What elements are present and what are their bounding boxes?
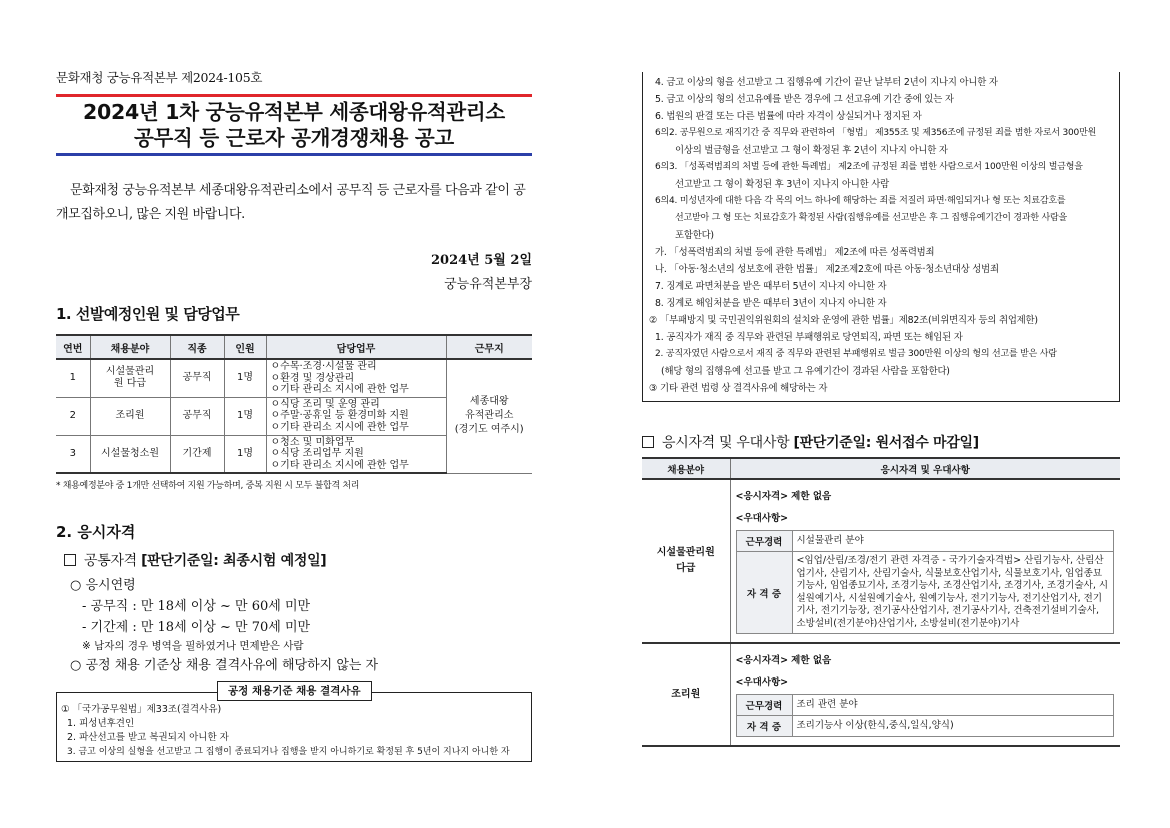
col-header: 인원 xyxy=(224,335,266,359)
qualification-heading xyxy=(642,432,1120,452)
table-row xyxy=(642,479,1120,643)
col-header: 채용분야 xyxy=(90,335,170,359)
disq-line: 이상의 벌금형을 선고받고 그 형이 확정된 후 2년이 지나지 아니한 자 xyxy=(675,145,948,156)
table-row xyxy=(736,695,1114,716)
table-row xyxy=(56,359,532,397)
announcement-date: 2024년 5월 2일 xyxy=(431,253,532,268)
workplace-cell xyxy=(446,359,532,473)
section2-heading: 2. 응시자격 xyxy=(56,523,136,541)
qual-label: <응시자격> xyxy=(735,491,789,502)
disqualification-box xyxy=(56,685,532,762)
disq-line: 선고받아 그 형 또는 치료감호가 확정된 사람(집행유예를 선고받은 후 그 집행유예기간이 경과한 사람을 xyxy=(675,213,1067,223)
field-name: 시설물청소원 xyxy=(90,435,170,473)
job-type: 공무직 xyxy=(170,397,224,435)
qual-title: 응시자격 및 우대사항 xyxy=(662,435,790,451)
age-temp: - 기간제 : 만 18세 이상 ~ 만 70세 미만 xyxy=(82,620,311,635)
field-name: 시설물관리원 다급 xyxy=(105,366,155,390)
row-number: 1 xyxy=(56,359,90,397)
disqualification-box-title: 공정 채용기준 채용 결격사유 xyxy=(217,681,372,701)
disqualification-bullet: ○ 공정 채용 기준상 채용 결격사유에 해당하지 않는 자 xyxy=(70,658,379,673)
preference-table xyxy=(736,530,1115,634)
disqualification-box-continued xyxy=(642,72,1120,402)
preference-table xyxy=(736,694,1115,737)
disq-line: 2. 공직자였던 사람으로서 재직 중 직무와 관련된 부패행위로 벌금 300만원 이상의 형의 선고를 받은 사람 xyxy=(655,349,1057,359)
qual-cell xyxy=(730,643,1120,746)
disq-line: 7. 징계로 파면처분을 받은 때부터 5년이 지나지 아니한 자 xyxy=(655,281,887,292)
career-value: 시설물관리 분야 xyxy=(792,531,1114,552)
disq-line: ② 「부패방지 및 국민권익위원회의 설치와 운영에 관한 법률」제82조(비위면직자 등의 취업제한) xyxy=(649,315,1038,326)
table-header-row xyxy=(56,335,532,359)
workplace-line: (경기도 여주시) xyxy=(454,424,524,436)
disq-line: 3. 금고 이상의 실형을 선고받고 그 집행이 종료되거나 집행을 받지 아니하기로 확정된 후 5년이 지나지 아니한 자 xyxy=(67,747,510,757)
disq-line: 1. 피성년후견인 xyxy=(67,718,135,729)
disq-line: 2. 파산선고를 받고 복권되지 아니한 자 xyxy=(67,732,229,743)
disq-line: 포함한다) xyxy=(675,230,714,241)
common-qualification-heading xyxy=(64,550,532,570)
field-name: 조리원 xyxy=(642,643,730,746)
job-type: 기간제 xyxy=(170,435,224,473)
workplace-line: 세종대왕 xyxy=(469,396,509,408)
section1-heading: 1. 선발예정인원 및 담당업무 xyxy=(56,305,240,323)
disq-line: 1. 공직자가 재직 중 직무와 관련된 부패행위로 당연퇴직, 파면 또는 해임된 자 xyxy=(655,332,963,343)
career-label: 근무경력 xyxy=(736,531,792,552)
row-number: 2 xyxy=(56,397,90,435)
field-cell xyxy=(90,359,170,397)
cert-value: <임업/산림/조경/전기 관련 자격증 - 국가기술자격법> 산림기능사, 산림산업기사, 산림기사, 산림기술사, 식물보호산업기사, 식물보호기사, 임업종묘기능사, 임업종묘기사, 조경기능사, 조경산업기사, 조경기사, 조경기술사, 시설원예기사, 시설원예기술사, 원예기능사, 전기기능사, 전기산업기사, 전기기사, 전기기능장, 전기공사산업기사, 전기공사기사, 건축전기설비기술사, 소방설비(전기분야)산업기사, 소방설비(전기분야)기사 xyxy=(792,552,1114,634)
cert-label: 자 격 증 xyxy=(736,716,792,737)
field-name: 조리원 xyxy=(90,397,170,435)
disq-line: ① 「국가공무원법」제33조(결격사유) xyxy=(61,704,222,715)
duty-item: ㅇ기타 관리소 지시에 관한 업무 xyxy=(270,384,409,395)
checkbox-square-icon xyxy=(64,554,76,566)
disq-line: 6의2. 공무원으로 재직기간 중 직무와 관련하여 「형법」 제355조 및 제356조에 규정된 죄를 범한 자로서 300만원 xyxy=(655,128,1097,138)
duty-item: ㅇ기타 관리소 지시에 관한 업무 xyxy=(270,421,409,433)
qual-basis: [판단기준일: 원서접수 마감일] xyxy=(793,435,979,451)
table-row xyxy=(736,531,1114,552)
title-line-1: 2024년 1차 궁능유적본부 세종대왕유적관리소 xyxy=(83,100,505,124)
qual-value: 제한 없음 xyxy=(791,491,832,502)
pref-label: <우대사항> xyxy=(735,677,789,688)
cert-label: 자 격 증 xyxy=(736,552,792,634)
positions-table xyxy=(56,334,532,474)
table-row xyxy=(736,552,1114,634)
col-header: 채용분야 xyxy=(642,458,730,479)
row-number: 3 xyxy=(56,435,90,473)
career-value: 조리 관련 분야 xyxy=(792,695,1114,716)
checkbox-square-icon xyxy=(642,436,654,448)
qual-value: 제한 없음 xyxy=(791,655,832,666)
career-label: 근무경력 xyxy=(736,695,792,716)
disq-line: 선고받고 그 형이 확정된 후 3년이 지나지 아니한 사람 xyxy=(675,179,889,190)
age-bullet: ○ 응시연령 xyxy=(70,578,136,593)
headcount: 1명 xyxy=(224,397,266,435)
duty-item: ㅇ수목·조경·시설물 관리 xyxy=(270,361,377,372)
table-row xyxy=(736,716,1114,737)
disq-line: 가. 「성폭력범죄의 처벌 등에 관한 특례법」 제2조에 따른 성폭력범죄 xyxy=(655,247,935,258)
pref-label: <우대사항> xyxy=(735,513,789,524)
workplace-line: 유적관리소 xyxy=(465,410,514,422)
qualification-table xyxy=(642,457,1120,747)
duty-item: ㅇ식당 조리업무 지원 xyxy=(270,448,364,459)
common-title: 공통자격 xyxy=(84,553,137,569)
qual-line xyxy=(736,486,1115,508)
age-public: - 공무직 : 만 18세 이상 ~ 만 60세 미만 xyxy=(82,599,311,614)
col-header: 연번 xyxy=(56,335,90,359)
intro-paragraph: 문화재청 궁능유적본부 세종대왕유적관리소에서 공무직 등 근로자를 다음과 같이 공개모집하오니, 많은 지원 바랍니다. xyxy=(56,183,526,222)
disq-line: (해당 형의 집행유예 선고를 받고 그 유예기간이 경과된 사람을 포함한다) xyxy=(661,366,950,377)
headcount: 1명 xyxy=(224,435,266,473)
document-number: 문화재청 궁능유적본부 제2024-105호 xyxy=(56,70,263,85)
duty-item: ㅇ기타 관리소 지시에 관한 업무 xyxy=(270,459,409,471)
disq-line: 5. 금고 이상의 형의 선고유예를 받은 경우에 그 선고유예 기간 중에 있는 자 xyxy=(655,94,954,105)
title-block xyxy=(56,94,532,156)
common-basis: [판단기준일: 최종시험 예정일] xyxy=(141,553,327,569)
duties-cell xyxy=(266,397,446,435)
table-note: * 채용예정분야 중 1개만 선택하여 지원 가능하며, 중복 지원 시 모두 불합격 처리 xyxy=(56,481,360,491)
field-name: 시설물관리원 다급 xyxy=(656,547,715,574)
qual-label: <응시자격> xyxy=(735,655,789,666)
field-cell xyxy=(642,479,730,643)
table-header-row xyxy=(642,458,1120,479)
job-type: 공무직 xyxy=(170,359,224,397)
qual-line xyxy=(736,650,1115,672)
duty-item: ㅇ주말·공휴일 등 환경미화 지원 xyxy=(270,410,409,422)
disq-line: 6. 법원의 판결 또는 다른 법률에 따라 자격이 상실되거나 정지된 자 xyxy=(655,111,922,122)
disq-line: 6의3. 「성폭력범죄의 처벌 등에 관한 특례법」 제2조에 규정된 죄를 범한 사람으로서 100만원 이상의 벌금형을 xyxy=(655,162,1083,172)
headcount: 1명 xyxy=(224,359,266,397)
col-header: 직종 xyxy=(170,335,224,359)
cert-value: 조리기능사 이상(한식,중식,일식,양식) xyxy=(792,716,1114,737)
duty-item: ㅇ환경 및 경상관리 xyxy=(270,372,355,384)
table-row xyxy=(642,643,1120,746)
disq-line: 6의4. 미성년자에 대한 다음 각 목의 어느 하나에 해당하는 죄를 저질러 파면·해임되거나 형 또는 치료감호를 xyxy=(655,196,1066,206)
col-header: 담당업무 xyxy=(266,335,446,359)
duty-item: ㅇ청소 및 미화업무 xyxy=(270,436,355,448)
qual-cell xyxy=(730,479,1120,643)
disq-line: 나. 「아동·청소년의 성보호에 관한 법률」 제2조제2호에 따른 아동·청소년대상 성범죄 xyxy=(655,264,999,275)
col-header: 응시자격 및 우대사항 xyxy=(730,458,1120,479)
right-page xyxy=(642,72,1120,747)
disq-line: 8. 징계로 해임처분을 받은 때부터 3년이 지나지 아니한 자 xyxy=(655,298,887,309)
disq-line: 4. 금고 이상의 형을 선고받고 그 집행유예 기간이 끝난 날부터 2년이 지나지 아니한 자 xyxy=(655,77,998,88)
pref-line xyxy=(736,672,1115,694)
title-line-2: 공무직 등 근로자 공개경쟁채용 공고 xyxy=(134,126,454,150)
issuer: 궁능유적본부장 xyxy=(444,277,532,292)
duty-item: ㅇ식당 조리 및 운영 관리 xyxy=(270,398,380,410)
duties-cell xyxy=(266,435,446,473)
pref-line xyxy=(736,508,1115,530)
date-block xyxy=(56,249,532,297)
col-header: 근무지 xyxy=(446,335,532,359)
disq-line: ③ 기타 관련 법령 상 결격사유에 해당하는 자 xyxy=(649,383,828,394)
duties-cell xyxy=(266,359,446,397)
blue-rule xyxy=(56,153,532,156)
military-note: ※ 남자의 경우 병역을 필하였거나 면제받은 사람 xyxy=(82,640,304,652)
left-page xyxy=(56,62,532,762)
